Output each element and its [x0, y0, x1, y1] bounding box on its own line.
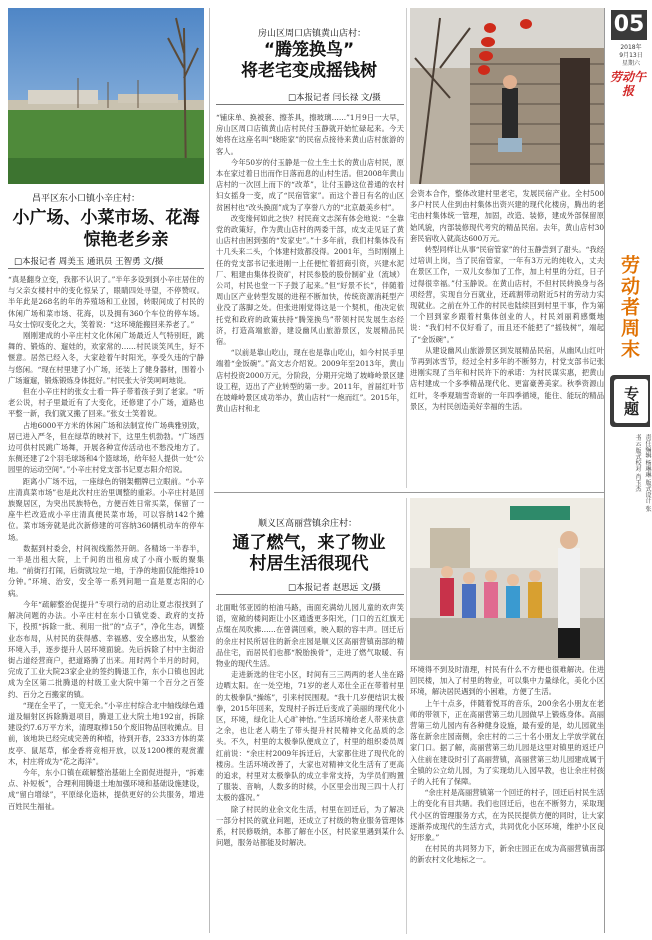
- article1-kicker: 昌平区东小口镇小辛庄村：: [32, 194, 141, 204]
- article3-body-right: 环境得不到及时清理，村民有什么不方便也很难解决。住进回民楼，加入了村里的物业，可以集中力量绿化，美化小区环境，解决居民遇到的小困难，方便了生活。 上午十点多，伴随着悦耳的音乐，200余名小朋友在老师的带领下，正在高丽营第三幼儿园做早上锻炼身体。高丽营第三幼儿园内有各种健身设施，最有爱的是，幼儿园就坐落在新余庄园南侧，余庄村的二三十名小朋友上学放学就在家门口。据了解，高丽营第三幼儿园是这里对镇里的返迁户入住前在建设时引了高丽营镇，高丽营第三幼儿园建成属于全镇的公立幼儿园，为了实现幼儿入园早教，也让余庄村孩子的入托有了保障。 “余庄村是高丽营镇第一个回迁的村子，回迁后村民生活上的变化有目共睹。我们也回迁后，也在不断努力，采取现代小区的管理服务方式，在为民民提供方便的同时，让大家逐渐养成现代的生活方式，共同优化小区环境，维护小区良好形象。” 在村民的共同努力下，新余庄园正在成为高丽营镇南部的新农村文化地标之一。: [410, 665, 604, 865]
- article3-headline: 通了燃气，来了物业 村居生活很现代: [232, 533, 386, 574]
- section-badge: 专题: [610, 375, 650, 427]
- photo-kindergarten-children: [410, 498, 604, 660]
- credits: [612, 434, 652, 514]
- article3-byline: □本报记者 赵思远 文/摄: [288, 583, 381, 593]
- photo-old-house: [410, 8, 604, 184]
- article2-body-right: 会资本合作，整体改建村里老宅，发展民宿产业。全村500多户村民人住到由村集体出资兴建的现代化楼房，腾出的老宅由村集体统一管理，加固，改造、装修，建成外部保留原始风貌，内部装修现代考究的精品民宿。去年，黄山店村30套民宿收入就高达600万元。 转型同样让从事“民宿管家”的付玉静尝到了甜头。“我经过培训上岗，当了民宿管家，一年有3万元的纯收入，丈夫在景区工作，一双儿女参加了工作，加上村里的分红，日子过得很幸福。”付玉静说。在黄山店村，不但村民转换身与各项经营，实现自分百就业，还疏割带动附近5村的劳动力实现就业。之前在外工作的村民也陆续回到村里干事，作为第一个回到家乡跟着村集体创业的人，村民刘丽莉感慨地说：“我们村不仅好看了，而且还不能把了“摇钱树”，端起了“金饭碗”。” 从建设幽风山旅游景区到发展精品民宿，从幽风山红叶节再到冰雪节，经过全村多年的不断努力，村党支部书记张进刚实现了当年和村民许下的承诺：为村民谋实惠，把黄山店村建成一个多季精品现代化、更富豪善美家。秋季资源山红叶，冬季观瑞雪奇崭的一年四季循境，能住、能玩的精品景区，为村民创造美好幸福的生活。: [410, 189, 604, 411]
- article2-kicker: 房山区周口店镇黄山店村：: [258, 29, 367, 39]
- designer-credit: 版式设计 张书云: [634, 434, 651, 512]
- article1-byline: □本报记者 周美玉 通讯员 王智勇 文/摄: [14, 257, 164, 267]
- photo-village-square: [8, 8, 204, 184]
- article3-body-left: 北面毗邻亚园的柏油马路，南面充满幼儿园儿童的欢声笑语，宽敞的楼间距让小区通透更多阳光，门口的五红旗无点缀在凤吹拂……在曾满回乘，映入眼的容丰声。回迁后的余庄村民所居住的新余庄园是顺义区高丽营镇南部的精品住宅，而居民们也都“脱胎换骨”，走进了燃气取暖、有物业的现代生活。 走进新选的住宅小区，时间有三三两两的老人坐在路边晒太阳。在一处空地，71岁的老人邓仕全正在带着村里的太极拳队“操练”，引来村民围观。“我十几岁便结识太极拳，2015年回来，发现村子拆迁后变成了美丽的现代化小区，环境，绿化让人心旷神怡。”生活环境给老人带来快意之余，也让老人萌生了带头提升村民精神文化品质的念头。不久，村里的太极拳队便成立了，村里的组织委员周红前说：“余庄村2009年拆迁后，大家都住进了现代化的楼房。生活环境改善了，大家也对精神文化生活有了更高的追求，村里对太极拳队的成立非常支持，为学员们购置了服装、音响，人数多的时候，小区里会出现三四十人打太极的盛况。” 除了村民的业余文化生活，村里在回迁后，为了解决一部分村民的就业问题，还成立了村级的物业服务管理体系，村民修吸纳，本都了解在小区，村民家里遇到某什么问题，服务站都能及时解决。: [216, 603, 404, 848]
- editor-credit: 责任编辑 杨琳琳: [644, 434, 651, 478]
- article2-byline: □本报记者 闫长禄 文/摄: [288, 93, 381, 103]
- newspaper-logo: 劳动午报: [609, 70, 646, 98]
- column-title: 劳动者周末: [618, 255, 640, 360]
- page-number-box: [611, 10, 647, 40]
- issue-date: 2018年 9月13日 星期六: [619, 44, 643, 67]
- page-number: 05: [613, 12, 645, 37]
- article2-body-left: “铺床单、换被套、擦茶具，擦玻璃……”1月9日一大早，房山区周口店镇黄山店村民付玉静就开始忙碌起来。今天她将在这座名叫“晓睦家”的民宿点接待来黄山店村旅游的客人。 今年50岁的付玉静是一位土生土长的黄山店村民，原本在家过着日出而作日落而息的山村生活。但2008年黄山店村的一次回上而下的“改革”，让付玉静这位普通的农村妇女摇身一变，成了“民宿管家”。而这个普日有名的山区贫困村也“改头换面”成为了享誉八方的“北京最美乡村”。 改变缘何如此之快？村民商文志深有体会地说：“全靠党的政策好，作为黄山店村的两委干部，成支走见证了黄山店村由困到强的“发家史”。”十多年前，我们村集体没有十几头来二头，个体建村致都没得。2001年，当时刚刚上任的党支部书记张进刚一上任便忙着招商引资，兴建水泥厂、粗建由集体投资矿，村民参股的股份制矿业（流域）公司，村民也堂一下子鼓了起来。”但“好景不长”，伴随着周山区产业转型发展的进程不断加快，传统资源消耗型产业没了落脚之处。但张进刚觉得这是一个契机，他决定依托党和政府的政策扶持“腾笼换鸟”带领村民发展生态经济，打造高端旅游，建设幽风山旅游景区，发展精品民宿。 “以前是靠山吃山，现在也是靠山吃山，如今村民手里端着“金饭碗”。”高文志介绍说。2009年至2013年，黄山店村投资2000万元，分阶段，分期开完坳了坡峰岭景区建设工程，迈出了产业转型的第一步。2011年，首届红叶节在坡峰岭景区成功举办，黄山店村“一炮而红”。2015年，黄山店村和北: [216, 113, 404, 414]
- proofreader-credit: 版式校对 肖玉杰: [634, 447, 641, 492]
- article1-headline: 小广场、小菜市场、花海 惊艳老乡亲: [12, 208, 200, 250]
- article2-headline: “腾笼换鸟” 将老宅变成摇钱树: [241, 40, 377, 81]
- article1-body: “真是翻身立变，我都不认识了。”半年多设到到小辛庄居住的与父亲女楼村中的变化惊呆了，眼睛四处寻望，不停赞叹。半年此是268名的年的养殖场和工业园，转眼间成了村民的休闲广场和菜市场、花海，以及拥有360个车位的停车场。马女士惊叹变化之大，笑着说：“这环境能搬回来养老了。” 刚刚建成的小辛庄村文化休闲广场最近人气特别旺，跳舞的、锻炼的、遛娃的，欢家常的……村民谈笑风生，好不惬意。居然已经入冬，大家趁着午时阳光，享受久违的宁静与悠闲。“现在村里建了小广场，还装上了健身器材，围着小广场遛遛，锻炼锻炼身体挺好。”村民张大爷笑呵呵地说。 但在小辛庄村的张女士看一阵子带着孩子到了老家。“听老公说，村子里最近有了大变化，还修建了小广场，道路也平整一新，我们就又搬了回来。”张女士笑着说。 占地6000平方米的休闲广场和法制宣传广场典雅别致，居已进入严冬，但在绿草的映衬下，这里生机勃勃。“广场西边可供村民跳广场舞，开展各种宣传活动也不愁没地方了。东侧还建了2个羽毛球场和4个篮球场，给年轻人提供一处“公园里的运动空间”。”小辛庄村党支部书记夏志阳介绍说。 距离小广场不远，一座绿色的钢架棚牌已立眼前。“小辛庄清真菜市场”也是此次村庄治里调整的重彩。小辛庄村是回族聚居区，为突出民族特色，方便百姓日常买菜，保留了一座牛栏改造成小辛庄清真便民菜市场，可以容纳142个摊位。菜市场旁就是此次新修建的可容纳360辆机动车的停车场。 数据到村委会，村间视线豁然开朗。各精场一半春半，一半是出租大院，上千间的出租房成了小商小贩的聚集地。“前街打打闹，后街就垃垃一地，于净的地面仅能维持10分钟。”环境、治安，安全等一系列问题一直是夏志阳的心病。 今年“疏解整治促提升”专项行动的启动让夏志很找到了解决问题的办法。小辛庄村在东小口镇党委、政府的支持下，投照“拆除一批、利用一批”的“点子”，净化生态，调整业态布局，从村民的获得感、幸福感、安全感出发，从整治环境入手，逐步提升人居环境面貌。先后拆除了村中主街沿街占道经营商户，把道路腾了出来。用时两个半月的时间，完成了工业大院23家企业的签约腾退工作，东小口镇也因此成为全区第二批腾退的村级工业大院中第一个百分之百签约、百分之百搬家的镇。 “现在全平了，一览无余。”小辛庄村综合北中轴线绿色通道及辐射区拆除腾退项目，腾退工业大院土地192亩，拆除建设约7.6万平方米，清理取棒150个废旧物品回收摊点。目前，该地块已经完成完善的种植，待到开春，2333方体的菜皮亭、鼠尾草，郁金香将竞相开放，以及1200棵的观赏灌木，村庄将成为“花之海洋”。 今年，东小口镇在疏解整治基础上全面促进提升，“拆难点、补短板”，合理利用腾退土地加强环境和基础设施建设，成“留白增绿”，平原绿化造林，提供更好的公共服务，增进百姓民生福祉。: [8, 275, 204, 811]
- article3-kicker: 顺义区高丽营镇余庄村：: [258, 519, 358, 529]
